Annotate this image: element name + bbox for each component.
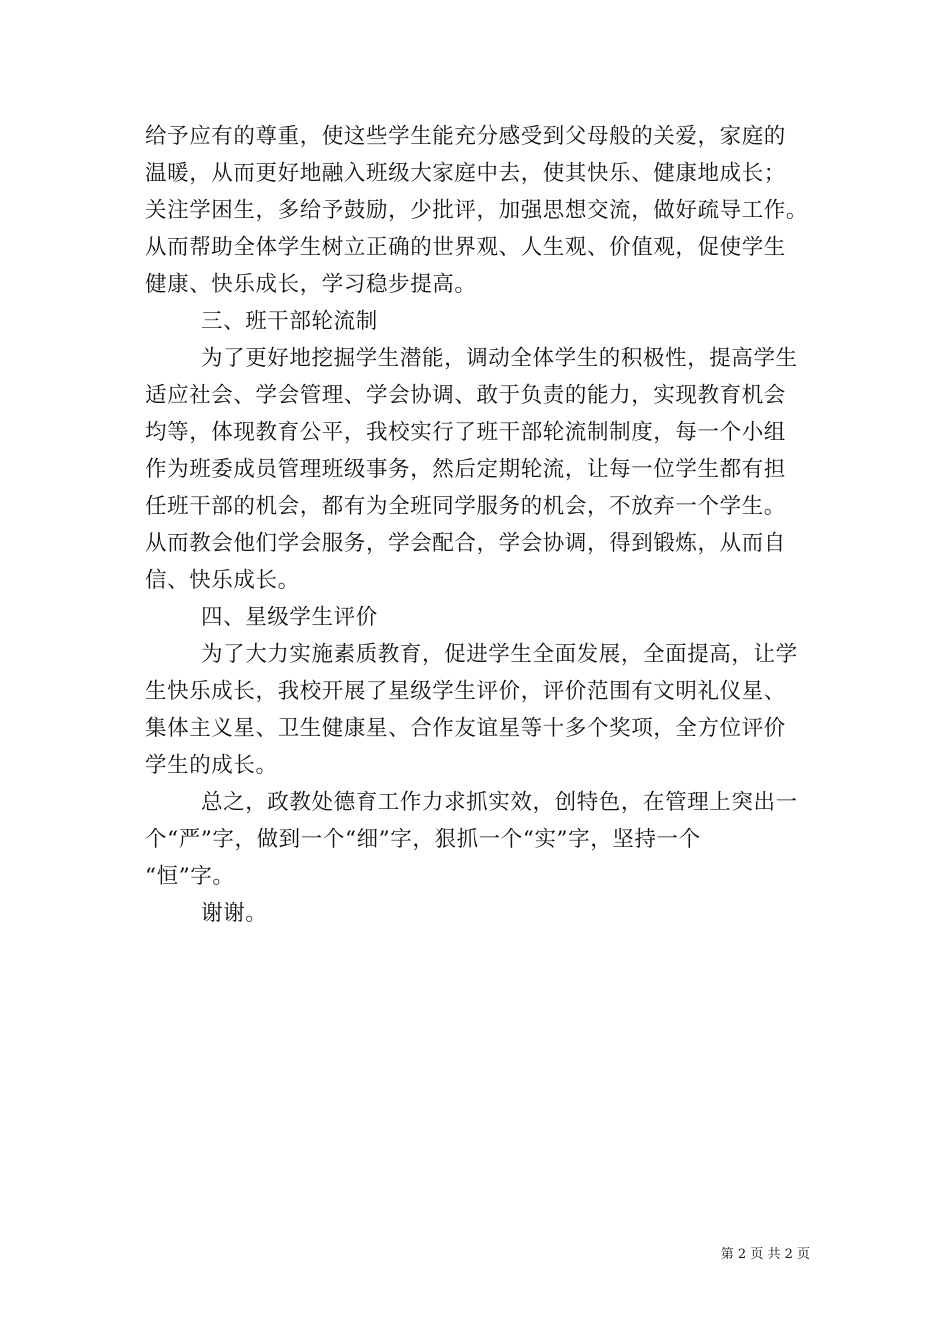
document-body — [145, 118, 810, 932]
closing-line: 谢谢。 — [201, 901, 268, 926]
paragraph-line: “恒”字。 — [145, 864, 235, 889]
paragraph-line: 任班干部的机会，都有为全班同学服务的机会，不放弃一个学生。 — [145, 494, 786, 519]
section-heading: 四、星级学生评价 — [201, 605, 378, 630]
paragraph-line: 个“严”字，做到一个“细”字，狠抓一个“实”字，坚持一个 — [145, 827, 701, 852]
paragraph-line: 为了更好地挖掘学生潜能，调动全体学生的积极性，提高学生 — [201, 346, 798, 371]
paragraph-line: 为了大力实施素质教育，促进学生全面发展，全面提高，让学 — [201, 642, 798, 667]
paragraph-line: 信、快乐成长。 — [145, 568, 300, 593]
paragraph-line: 给予应有的尊重，使这些学生能充分感受到父母般的关爱，家庭的 — [145, 124, 786, 149]
paragraph-line: 生快乐成长，我校开展了星级学生评价，评价范围有文明礼仪星、 — [145, 679, 786, 704]
paragraph-line: 作为班委成员管理班级事务，然后定期轮流，让每一位学生都有担 — [145, 457, 786, 482]
paragraph-line: 从而教会他们学会服务，学会配合，学会协调，得到锻炼，从而自 — [145, 531, 786, 556]
paragraph-line: 适应社会、学会管理、学会协调、敢于负责的能力，实现教育机会 — [145, 383, 786, 408]
section-heading: 三、班干部轮流制 — [201, 309, 378, 334]
paragraph-line: 从而帮助全体学生树立正确的世界观、人生观、价值观，促使学生 — [145, 235, 786, 260]
paragraph-line: 健康、快乐成长，学习稳步提高。 — [145, 272, 477, 297]
paragraph-line: 集体主义星、卫生健康星、合作友谊星等十多个奖项，全方位评价 — [145, 716, 786, 741]
paragraph-line: 总之，政教处德育工作力求抓实效，创特色，在管理上突出一 — [201, 790, 798, 815]
paragraph-line: 学生的成长。 — [145, 753, 278, 778]
paragraph-line: 关注学困生，多给予鼓励，少批评，加强思想交流，做好疏导工作。 — [145, 198, 809, 223]
page-number-footer: 第 2 页 共 2 页 — [720, 1247, 810, 1262]
paragraph-line: 均等，体现教育公平，我校实行了班干部轮流制制度，每一个小组 — [145, 420, 786, 445]
paragraph-line: 温暖，从而更好地融入班级大家庭中去，使其快乐、健康地成长； — [145, 161, 786, 186]
